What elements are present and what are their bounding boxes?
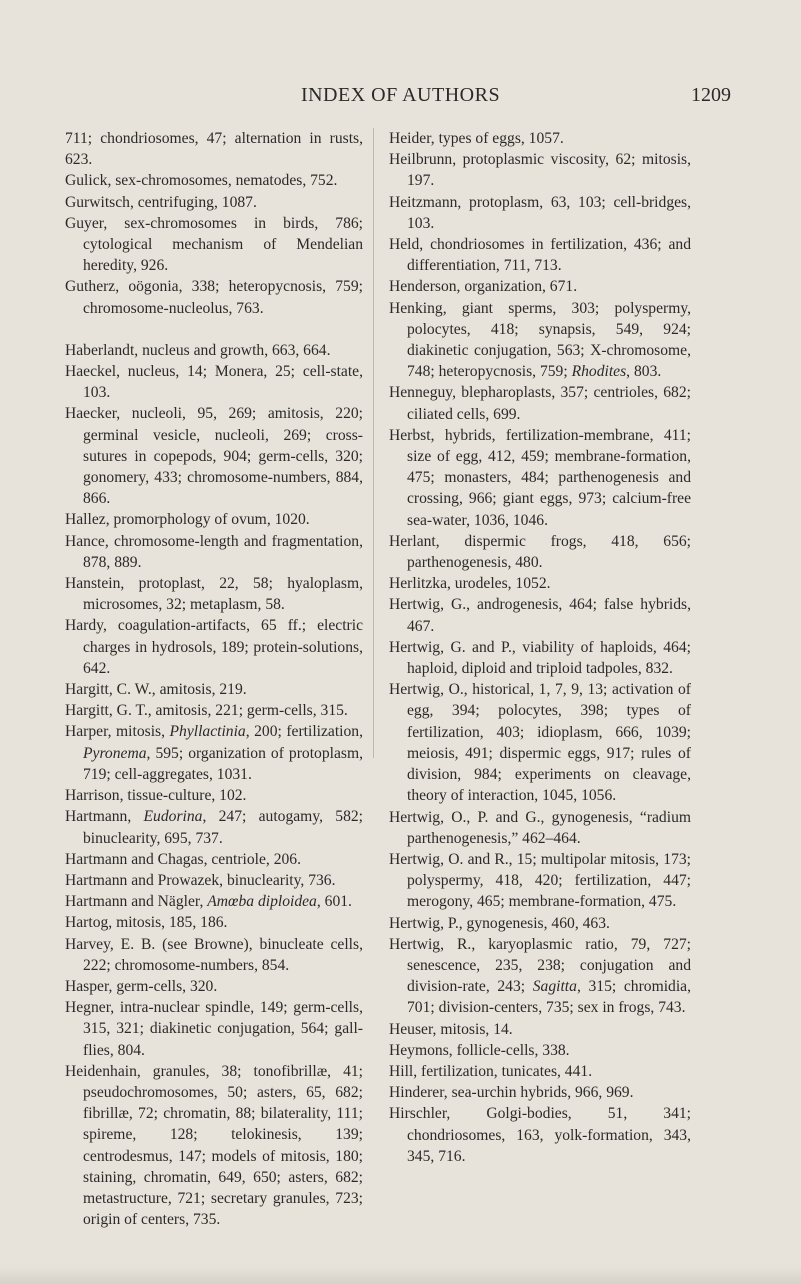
index-entry: Herbst, hybrids, fertilization-membrane, 411; size of egg, 412, 459; membrane-formation, 475; monasters, 484; parthenogenesis and crossing, 966; giant eggs, 973; calcium-free sea-water, 1036, 1046. — [389, 426, 691, 529]
index-entry: Heidenhain, granules, 38; tonofibrillæ, 41; pseudochromosomes, 50; asters, 65, 682; fibrillæ, 72; chromatin, 88; bilaterality, 111; spireme, 128; telokinesis, 139; centrodesmus, 147; models of mitosis, 180; staining, chromatin, 649, 650; asters, 682; metastructure, 721; secretary granules, 723; origin of centers, 735. — [65, 1062, 363, 1229]
index-entry: Hertwig, O. and R., 15; multipolar mitosis, 173; polyspermy, 418, 420; fertilization, 447; merogony, 465; membrane-formation, 475. — [389, 850, 691, 911]
index-entry: Hardy, coagulation-artifacts, 65 ff.; electric charges in hydrosols, 189; protein-solutions, 642. — [65, 617, 363, 677]
index-entry: Hanstein, protoplast, 22, 58; hyaloplasm, microsomes, 32; metaplasm, 58. — [65, 575, 363, 614]
index-entry: Heymons, follicle-cells, 338. — [389, 1041, 570, 1059]
index-entry: Haberlandt, nucleus and growth, 663, 664. — [65, 341, 331, 359]
index-entry: Hargitt, C. W., amitosis, 219. — [65, 681, 247, 699]
page-header — [0, 84, 801, 114]
index-entry: Hance, chromosome-length and fragmentation, 878, 889. — [65, 532, 363, 571]
index-entry: Hertwig, O., P. and G., gynogenesis, “radium parthenogenesis,” 462–464. — [389, 808, 691, 847]
page-number: 1209 — [691, 84, 731, 106]
index-entry: Hertwig, G., androgenesis, 464; false hybrids, 467. — [389, 596, 691, 635]
index-entry: Hertwig, O., historical, 1, 7, 9, 13; activation of egg, 394; polocytes, 398; types of fertilization, 403; idioplasm, 666, 1039; meiosis, 491; dispermic eggs, 917; rules of division, 984; experiments on cleavage, theory of interaction, 1045, 1056. — [389, 681, 691, 805]
index-entry: Hill, fertilization, tunicates, 441. — [389, 1062, 593, 1080]
index-entry: Harvey, E. B. (see Browne), binucleate cells, 222; chromosome-numbers, 854. — [65, 935, 363, 974]
index-entry: Haeckel, nucleus, 14; Monera, 25; cell-state, 103. — [65, 363, 363, 402]
index-entry: Hartog, mitosis, 185, 186. — [65, 914, 228, 932]
index-entry: 711; chondriosomes, 47; alternation in rusts, 623. — [65, 130, 363, 169]
index-entry: Gulick, sex-chromosomes, nematodes, 752. — [65, 172, 338, 190]
index-entry: Gutherz, oögonia, 338; heteropycnosis, 759; chromosome-nucleolus, 763. — [65, 278, 363, 317]
index-entry: Harper, mitosis, Phyllactinia, 200; fertilization, Pyronema, 595; organization of protoplasm, 719; cell-aggregates, 1031. — [65, 723, 363, 783]
index-entry: Guyer, sex-chromosomes in birds, 786; cytological mechanism of Mendelian heredity, 926. — [65, 214, 363, 275]
index-entry: Henderson, organization, 671. — [389, 278, 578, 296]
page-bottom-edge — [0, 1266, 801, 1284]
index-entry: Hartmann and Prowazek, binuclearity, 736. — [65, 871, 336, 889]
index-entry: Hartmann and Chagas, centriole, 206. — [65, 850, 302, 868]
running-title: INDEX OF AUTHORS — [300, 84, 501, 106]
index-entry: Hegner, intra-nuclear spindle, 149; germ-cells, 315, 321; diakinetic conjugation, 564; gall-flies, 804. — [65, 999, 363, 1059]
index-entry: Harrison, tissue-culture, 102. — [65, 787, 247, 805]
index-entry: Hertwig, G. and P., viability of haploids, 464; haploid, diploid and triploid tadpoles, 832. — [389, 638, 691, 678]
index-entry: Heilbrunn, protoplasmic viscosity, 62; mitosis, 197. — [389, 151, 691, 190]
index-entry: Haecker, nucleoli, 95, 269; amitosis, 220; germinal vesicle, nucleoli, 269; cross-sutures in copepods, 904; germ-cells, 320; gonomery, 433; chromosome-numbers, 884, 866. — [65, 405, 363, 508]
index-entry: Gurwitsch, centrifuging, 1087. — [65, 193, 257, 211]
index-entry: Henneguy, blepharoplasts, 357; centrioles, 682; ciliated cells, 699. — [389, 384, 691, 423]
index-entry: Hertwig, P., gynogenesis, 460, 463. — [389, 914, 610, 932]
section-gap — [65, 319, 363, 340]
index-entry: Herlant, dispermic frogs, 418, 656; parthenogenesis, 480. — [389, 532, 691, 572]
index-entry: Henking, giant sperms, 303; polyspermy, polocytes, 418; synapsis, 549, 924; diakinetic conjugation, 563; X-chromosome, 748; heteropycnosis, 759; Rhodites, 803. — [389, 299, 691, 381]
column-divider — [373, 128, 374, 758]
index-entry: Hertwig, R., karyoplasmic ratio, 79, 727; senescence, 235, 238; conjugation and division-rate, 243; Sagitta, 315; chromidia, 701; division-centers, 735; sex in frogs, 743. — [389, 935, 691, 1017]
index-entry: Heuser, mitosis, 14. — [389, 1020, 513, 1038]
index-entry: Hartmann and Nägler, Amœba diploidea, 601. — [65, 893, 352, 911]
index-entry: Hargitt, G. T., amitosis, 221; germ-cells, 315. — [65, 702, 348, 720]
index-entry: Heitzmann, protoplasm, 63, 103; cell-bridges, 103. — [389, 193, 691, 232]
index-entry: Hirschler, Golgi-bodies, 51, 341; chondriosomes, 163, yolk-formation, 343, 345, 716. — [389, 1105, 691, 1165]
left-column — [65, 128, 363, 1230]
index-entry: Herlitzka, urodeles, 1052. — [389, 575, 551, 593]
right-column — [389, 128, 691, 1167]
index-entry: Held, chondriosomes in fertilization, 436; and differentiation, 711, 713. — [389, 236, 691, 275]
index-entry: Hinderer, sea-urchin hybrids, 966, 969. — [389, 1084, 634, 1102]
index-entry: Hartmann, Eudorina, 247; autogamy, 582; binuclearity, 695, 737. — [65, 808, 363, 847]
index-entry: Hallez, promorphology of ovum, 1020. — [65, 511, 310, 529]
index-entry: Heider, types of eggs, 1057. — [389, 130, 564, 147]
index-entry: Hasper, germ-cells, 320. — [65, 977, 218, 995]
